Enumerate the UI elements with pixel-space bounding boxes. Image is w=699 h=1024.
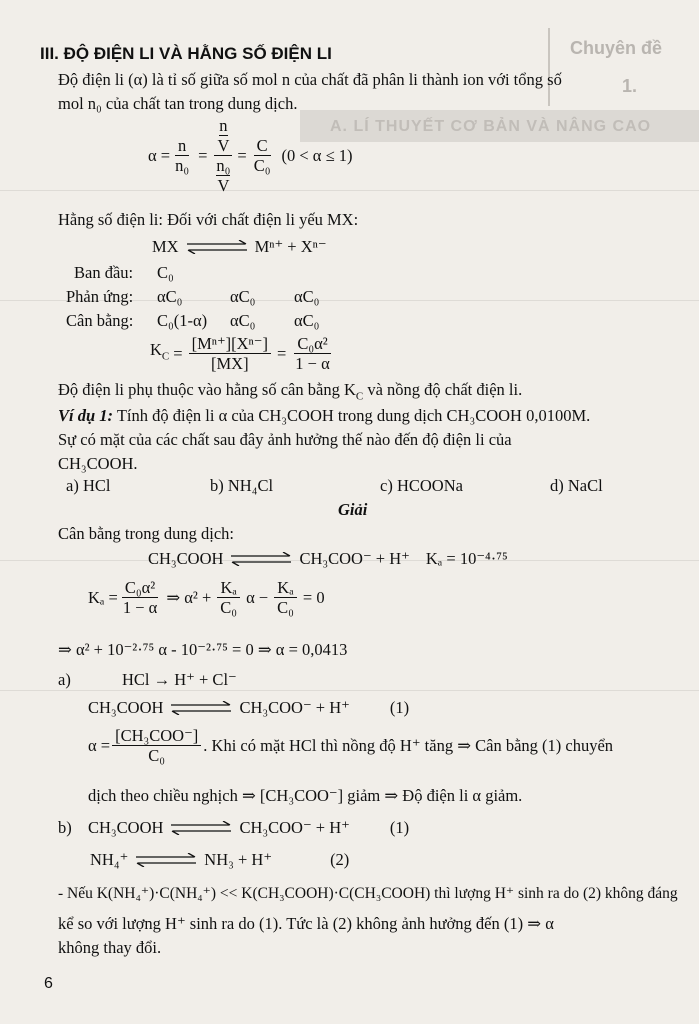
equilibrium-arrow-icon: [134, 853, 198, 867]
denominator: C₀: [148, 746, 166, 765]
row-equilibrium-c2: αC₀: [230, 311, 256, 330]
denominator: 1 − α: [295, 354, 330, 373]
kc-letter: K: [150, 340, 162, 360]
numerator: n: [175, 136, 189, 156]
ka-tail: = 0: [302, 587, 325, 607]
page-number: 6: [44, 975, 53, 992]
denominator: C₀: [277, 598, 294, 617]
alpha-ratio-line: [88, 726, 613, 765]
kc-symbol: [150, 340, 169, 366]
part-b-explanation-2: kể so với lượng H⁺ sinh ra do (1). Tức là (2) không ảnh hưởng đến (1) ⇒ α: [58, 914, 554, 933]
ka-value: Kₐ = 10⁻⁴·⁷⁵: [425, 549, 508, 568]
equation-number: (1): [389, 818, 410, 837]
quadratic-solution: ⇒ α² + 10⁻²·⁷⁵ α - 10⁻²·⁷⁵ = 0 ⇒ α = 0,0413: [58, 640, 348, 659]
equilibrium-intro: Cân bằng trong dung dịch:: [58, 524, 234, 543]
numerator: Kₐ: [274, 578, 296, 598]
products: CH₃COO⁻ + H⁺: [239, 698, 350, 717]
inner-num: n₀: [216, 156, 231, 175]
solution-heading: Giải: [338, 500, 368, 519]
definition-line-2: mol n₀ của chất tan trong dung dịch.: [58, 94, 298, 113]
ka-lhs: Kₐ =: [88, 587, 118, 607]
part-b-explanation-3: không thay đổi.: [58, 938, 162, 957]
definition-line-1: Độ điện li (α) là tỉ số giữa số mol n của chất đã phân li thành ion với tổng số: [58, 70, 562, 89]
denominator: C₀: [220, 598, 238, 617]
dependence-tail: và nồng độ chất điện li.: [363, 380, 523, 399]
kc-formula: [150, 334, 335, 373]
bleed-band-text: A. LÍ THUYẾT CƠ BẢN VÀ NÂNG CAO: [330, 118, 652, 135]
denominator: [213, 156, 233, 195]
reactant: CH₃COOH: [88, 698, 164, 717]
numerator: C: [254, 136, 271, 156]
denominator: C₀: [253, 156, 271, 175]
reactant: NH₄⁺: [90, 850, 129, 869]
products: CH₃COO⁻ + H⁺: [299, 549, 410, 568]
part-b-equilibrium-1: [88, 818, 409, 838]
part-b-explanation-1: - Nếu K(NH₄⁺)·C(NH₄⁺) << K(CH₃COOH)·C(CH₃COOH) thì lượng H⁺ sinh ra do (2) không đáng: [58, 885, 678, 902]
fraction-c-over-c0: [251, 136, 274, 175]
bleed-header-top: Chuyên đề: [570, 38, 663, 58]
products: CH₃COO⁻ + H⁺: [239, 818, 350, 837]
reactant: CH₃COOH: [148, 549, 224, 568]
alpha-condition: (0 < α ≤ 1): [281, 145, 353, 165]
numerator: C₀α²: [122, 578, 158, 598]
numerator: C₀α²: [294, 334, 330, 354]
equals-sign: =: [198, 145, 208, 165]
inner-num: n: [219, 116, 228, 135]
mx-equilibrium: [152, 237, 327, 257]
ka-over-c0: [217, 578, 240, 617]
option-b: b) NH₄Cl: [210, 476, 274, 495]
ka-mid: ⇒ α² +: [166, 587, 212, 607]
numerator: [214, 116, 232, 156]
section-title: III. ĐỘ ĐIỆN LI VÀ HẰNG SỐ ĐIỆN LI: [40, 44, 332, 63]
inner-den: V: [217, 136, 230, 155]
equilibrium-arrow-icon: [169, 821, 233, 835]
row-reaction-label: Phản ứng:: [66, 287, 134, 306]
row-equilibrium-label: Cân bằng:: [66, 311, 134, 330]
hang-so-intro: Hằng số điện li: Đối với chất điện li yếu MX:: [58, 210, 359, 229]
dependence-text: Độ điện li phụ thuộc vào hằng số cân bằng K: [58, 380, 356, 399]
part-a-explanation-2: dịch theo chiều nghịch ⇒ [CH₃COO⁻] giảm ⇒ Độ điện li α giảm.: [88, 786, 523, 805]
equilibrium-arrow-icon: [185, 240, 249, 254]
denominator: 1 − α: [122, 598, 158, 617]
alpha-formula: [148, 116, 353, 195]
part-a-equilibrium: [88, 698, 409, 718]
dependence-subscript: C: [355, 390, 364, 403]
equals-sign: =: [173, 343, 183, 363]
compound-fraction: [213, 116, 233, 195]
row-equilibrium-c1: C₀(1-α): [157, 311, 208, 330]
denominator: [MX]: [210, 354, 249, 373]
option-c: c) HCOONa: [380, 476, 463, 495]
row-reaction-c3: αC₀: [294, 287, 320, 306]
equals-sign: =: [237, 145, 247, 165]
inner-den: V: [217, 176, 230, 195]
example-line-2: Sự có mặt của các chất sau đây ảnh hưởng thế nào đến độ điện li của: [58, 430, 512, 449]
products: NH₃ + H⁺: [204, 850, 273, 869]
kc-fraction: [189, 334, 271, 373]
alpha-lhs: α =: [148, 145, 171, 165]
option-d: d) NaCl: [550, 476, 603, 495]
acetic-equilibrium: [148, 549, 508, 569]
equilibrium-arrow-icon: [169, 701, 233, 715]
fraction-n-over-n0: [172, 136, 192, 175]
row-initial-c1: C₀: [157, 263, 174, 282]
reactant: CH₃COOH: [88, 818, 164, 837]
reactant: MX: [152, 237, 179, 256]
ka-mid2: α −: [246, 587, 269, 607]
bleed-line: [0, 690, 699, 691]
bleed-header-box: [548, 28, 699, 106]
alpha-fraction: [292, 334, 332, 373]
part-b-label: b): [58, 818, 72, 837]
row-reaction-c2: αC₀: [230, 287, 256, 306]
example-line-3: CH₃COOH.: [58, 454, 138, 473]
bleed-header-bottom: 1.: [622, 76, 638, 96]
equation-number: (2): [330, 850, 350, 869]
equation-number: (1): [389, 698, 410, 717]
numerator: [CH₃COO⁻]: [112, 726, 201, 746]
kc-subscript: C: [161, 350, 170, 363]
row-reaction-c1: αC₀: [157, 287, 183, 306]
equilibrium-arrow-icon: [229, 552, 293, 566]
products: Mⁿ⁺ + Xⁿ⁻: [254, 237, 327, 256]
row-initial-label: Ban đầu:: [74, 263, 134, 282]
hcl-dissociation: HCl → H⁺ + Cl⁻: [122, 670, 237, 689]
part-a-explanation: . Khi có mặt HCl thì nồng độ H⁺ tăng ⇒ Cân bằng (1) chuyển: [203, 735, 614, 755]
part-a-label: a): [58, 670, 71, 689]
ka-equation: [88, 578, 325, 617]
numerator: [Mⁿ⁺][Xⁿ⁻]: [189, 334, 271, 354]
example-label: Ví dụ 1:: [58, 406, 114, 425]
dependence-sentence: [58, 380, 522, 406]
ka-fraction: [120, 578, 160, 617]
example-text: Tính độ điện li α của CH₃COOH trong dung dịch CH₃COOH 0,0100M.: [113, 406, 591, 425]
acetate-fraction: [112, 726, 201, 765]
ka-over-c0-2: [274, 578, 297, 617]
denominator: n₀: [175, 156, 190, 175]
option-a: a) HCl: [66, 476, 111, 495]
equals-sign: =: [276, 343, 287, 363]
part-b-equilibrium-2: [90, 850, 349, 870]
example-line-1: [58, 406, 590, 426]
numerator: Kₐ: [217, 578, 239, 598]
row-equilibrium-c3: αC₀: [294, 311, 320, 330]
alpha-lhs: α =: [88, 735, 111, 755]
